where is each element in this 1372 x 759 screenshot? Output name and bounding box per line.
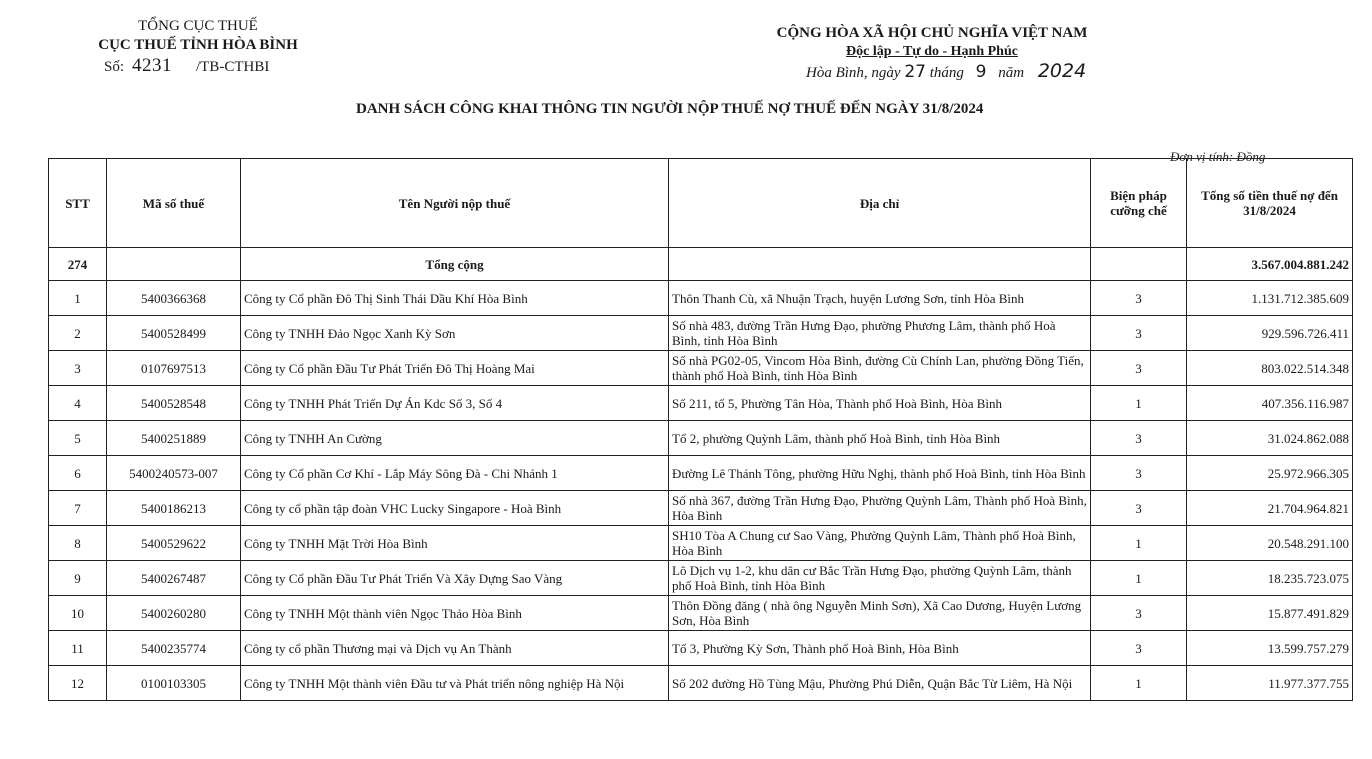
cell-address: Số nhà 367, đường Trần Hưng Đạo, Phường Quỳnh Lâm, Thành phố Hoà Bình, Hòa Bình — [669, 491, 1091, 526]
table-row — [49, 421, 1353, 456]
cell-tax-code: 5400235774 — [107, 631, 241, 666]
table-row — [49, 351, 1353, 386]
cell-amount: 11.977.377.755 — [1187, 666, 1353, 701]
cell-taxpayer-name: Công ty TNHH Một thành viên Ngọc Thảo Hòa Bình — [241, 596, 669, 631]
number-label: Số: — [104, 59, 125, 75]
place-date-prefix: Hòa Bình, ngày — [806, 65, 901, 81]
header-measure: Biện pháp cưỡng chế — [1091, 159, 1187, 248]
document-number — [104, 55, 269, 77]
cell-amount: 31.024.862.088 — [1187, 421, 1353, 456]
table-row — [49, 386, 1353, 421]
cell-measure: 3 — [1091, 421, 1187, 456]
cell-taxpayer-name: Công ty TNHH Đảo Ngọc Xanh Kỳ Sơn — [241, 316, 669, 351]
header-total-debt: Tổng số tiền thuế nợ đến 31/8/2024 — [1187, 159, 1353, 248]
cell-tax-code: 5400240573-007 — [107, 456, 241, 491]
unit-note: Đơn vị tính: Đồng — [1170, 149, 1266, 164]
header-address: Địa chỉ — [669, 159, 1091, 248]
cell-address: Số nhà 483, đường Trần Hưng Đạo, phường Phương Lâm, thành phố Hoà Bình, tỉnh Hòa Bình — [669, 316, 1091, 351]
header-stt: STT — [49, 159, 107, 248]
total-count: 274 — [49, 248, 107, 281]
motto: Độc lập - Tự do - Hạnh Phúc — [846, 44, 1018, 59]
cell-amount: 929.596.726.411 — [1187, 316, 1353, 351]
date-year: 2024 — [1037, 60, 1087, 82]
cell-measure: 3 — [1091, 596, 1187, 631]
total-empty-cell — [107, 248, 241, 281]
table-row — [49, 281, 1353, 316]
cell-measure: 3 — [1091, 456, 1187, 491]
cell-address: Số 211, tổ 5, Phường Tân Hòa, Thành phố Hoà Bình, Hòa Bình — [669, 386, 1091, 421]
cell-measure: 1 — [1091, 561, 1187, 596]
cell-tax-code: 5400186213 — [107, 491, 241, 526]
cell-amount: 18.235.723.075 — [1187, 561, 1353, 596]
total-amount: 3.567.004.881.242 — [1187, 248, 1353, 281]
header-taxpayer: Tên Người nộp thuế — [241, 159, 669, 248]
cell-stt: 8 — [49, 526, 107, 561]
date-day: 27 — [904, 62, 926, 82]
cell-tax-code: 5400529622 — [107, 526, 241, 561]
cell-stt: 10 — [49, 596, 107, 631]
cell-stt: 9 — [49, 561, 107, 596]
table-row — [49, 491, 1353, 526]
table-row — [49, 666, 1353, 701]
cell-measure: 3 — [1091, 316, 1187, 351]
cell-address: Tổ 2, phường Quỳnh Lâm, thành phố Hoà Bình, tỉnh Hòa Bình — [669, 421, 1091, 456]
cell-amount: 21.704.964.821 — [1187, 491, 1353, 526]
cell-tax-code: 0107697513 — [107, 351, 241, 386]
cell-stt: 2 — [49, 316, 107, 351]
cell-tax-code: 0100103305 — [107, 666, 241, 701]
agency-parent: TỔNG CỤC THUẾ — [138, 18, 258, 34]
cell-measure: 1 — [1091, 386, 1187, 421]
cell-stt: 6 — [49, 456, 107, 491]
cell-stt: 5 — [49, 421, 107, 456]
cell-address: Thôn Thanh Cù, xã Nhuận Trạch, huyện Lương Sơn, tỉnh Hòa Bình — [669, 281, 1091, 316]
cell-amount: 25.972.966.305 — [1187, 456, 1353, 491]
total-row — [49, 248, 1353, 281]
cell-measure: 3 — [1091, 351, 1187, 386]
cell-tax-code: 5400251889 — [107, 421, 241, 456]
cell-tax-code: 5400366368 — [107, 281, 241, 316]
cell-measure: 3 — [1091, 281, 1187, 316]
cell-taxpayer-name: Công ty Cổ phần Đầu Tư Phát Triển Và Xây Dựng Sao Vàng — [241, 561, 669, 596]
tax-debt-table — [48, 158, 1353, 701]
month-label: tháng — [929, 65, 964, 81]
cell-address: Số nhà PG02-05, Vincom Hòa Bình, đường Cù Chính Lan, phường Đồng Tiến, thành phố Hoà Bình, tỉnh Hòa Bình — [669, 351, 1091, 386]
cell-address: Tổ 3, Phường Kỳ Sơn, Thành phố Hoà Bình, Hòa Bình — [669, 631, 1091, 666]
cell-stt: 3 — [49, 351, 107, 386]
cell-measure: 1 — [1091, 666, 1187, 701]
cell-amount: 13.599.757.279 — [1187, 631, 1353, 666]
cell-tax-code: 5400267487 — [107, 561, 241, 596]
total-empty-cell — [1091, 248, 1187, 281]
number-value: 4231 — [132, 55, 173, 76]
date-month: 9 — [975, 62, 987, 82]
cell-amount: 803.022.514.348 — [1187, 351, 1353, 386]
table-row — [49, 456, 1353, 491]
table-header-row — [49, 159, 1353, 248]
cell-stt: 1 — [49, 281, 107, 316]
cell-address: SH10 Tòa A Chung cư Sao Vàng, Phường Quỳnh Lâm, Thành phố Hoà Bình, Hòa Bình — [669, 526, 1091, 561]
cell-address: Thôn Đồng đăng ( nhà ông Nguyễn Minh Sơn), Xã Cao Dương, Huyện Lương Sơn, Hòa Bình — [669, 596, 1091, 631]
cell-measure: 3 — [1091, 491, 1187, 526]
cell-taxpayer-name: Công ty Cổ phần Cơ Khí - Lắp Máy Sông Đà - Chi Nhánh 1 — [241, 456, 669, 491]
total-label: Tổng cộng — [241, 248, 669, 281]
table-row — [49, 631, 1353, 666]
cell-taxpayer-name: Công ty TNHH Một thành viên Đầu tư và Phát triển nông nghiệp Hà Nội — [241, 666, 669, 701]
cell-tax-code: 5400260280 — [107, 596, 241, 631]
cell-measure: 3 — [1091, 631, 1187, 666]
cell-tax-code: 5400528548 — [107, 386, 241, 421]
cell-tax-code: 5400528499 — [107, 316, 241, 351]
cell-stt: 7 — [49, 491, 107, 526]
cell-address: Lô Dịch vụ 1-2, khu dân cư Bắc Trần Hưng Đạo, phường Quỳnh Lâm, thành phố Hoà Bình, tỉnh Hòa Bình — [669, 561, 1091, 596]
table-row — [49, 596, 1353, 631]
cell-amount: 407.356.116.987 — [1187, 386, 1353, 421]
cell-taxpayer-name: Công ty TNHH Mặt Trời Hòa Bình — [241, 526, 669, 561]
year-label: năm — [998, 65, 1025, 81]
cell-amount: 15.877.491.829 — [1187, 596, 1353, 631]
cell-stt: 11 — [49, 631, 107, 666]
place-date — [806, 60, 1086, 82]
cell-taxpayer-name: Công ty cổ phần Thương mại và Dịch vụ An Thành — [241, 631, 669, 666]
cell-taxpayer-name: Công ty cổ phần tập đoàn VHC Lucky Singapore - Hoà Bình — [241, 491, 669, 526]
cell-measure: 1 — [1091, 526, 1187, 561]
number-suffix: /TB-CTHBI — [196, 59, 270, 75]
total-empty-cell — [669, 248, 1091, 281]
cell-address: Đường Lê Thánh Tông, phường Hữu Nghị, thành phố Hoà Bình, tỉnh Hòa Bình — [669, 456, 1091, 491]
document-title: DANH SÁCH CÔNG KHAI THÔNG TIN NGƯỜI NỘP THUẾ NỢ THUẾ ĐẾN NGÀY 31/8/2024 — [356, 101, 984, 117]
table-row — [49, 561, 1353, 596]
header-tax-code: Mã số thuế — [107, 159, 241, 248]
country-name: CỘNG HÒA XÃ HỘI CHỦ NGHĨA VIỆT NAM — [776, 25, 1088, 41]
cell-taxpayer-name: Công ty Cổ phần Đô Thị Sinh Thái Dầu Khí Hòa Bình — [241, 281, 669, 316]
cell-taxpayer-name: Công ty TNHH Phát Triển Dự Án Kdc Số 3, Số 4 — [241, 386, 669, 421]
cell-taxpayer-name: Công ty Cổ phần Đầu Tư Phát Triển Đô Thị Hoàng Mai — [241, 351, 669, 386]
cell-amount: 1.131.712.385.609 — [1187, 281, 1353, 316]
cell-stt: 12 — [49, 666, 107, 701]
table-row — [49, 526, 1353, 561]
cell-taxpayer-name: Công ty TNHH An Cường — [241, 421, 669, 456]
table-row — [49, 316, 1353, 351]
agency-name: CỤC THUẾ TỈNH HÒA BÌNH — [98, 37, 298, 53]
cell-amount: 20.548.291.100 — [1187, 526, 1353, 561]
cell-stt: 4 — [49, 386, 107, 421]
cell-address: Số 202 đường Hồ Tùng Mậu, Phường Phú Diễn, Quận Bắc Từ Liêm, Hà Nội — [669, 666, 1091, 701]
